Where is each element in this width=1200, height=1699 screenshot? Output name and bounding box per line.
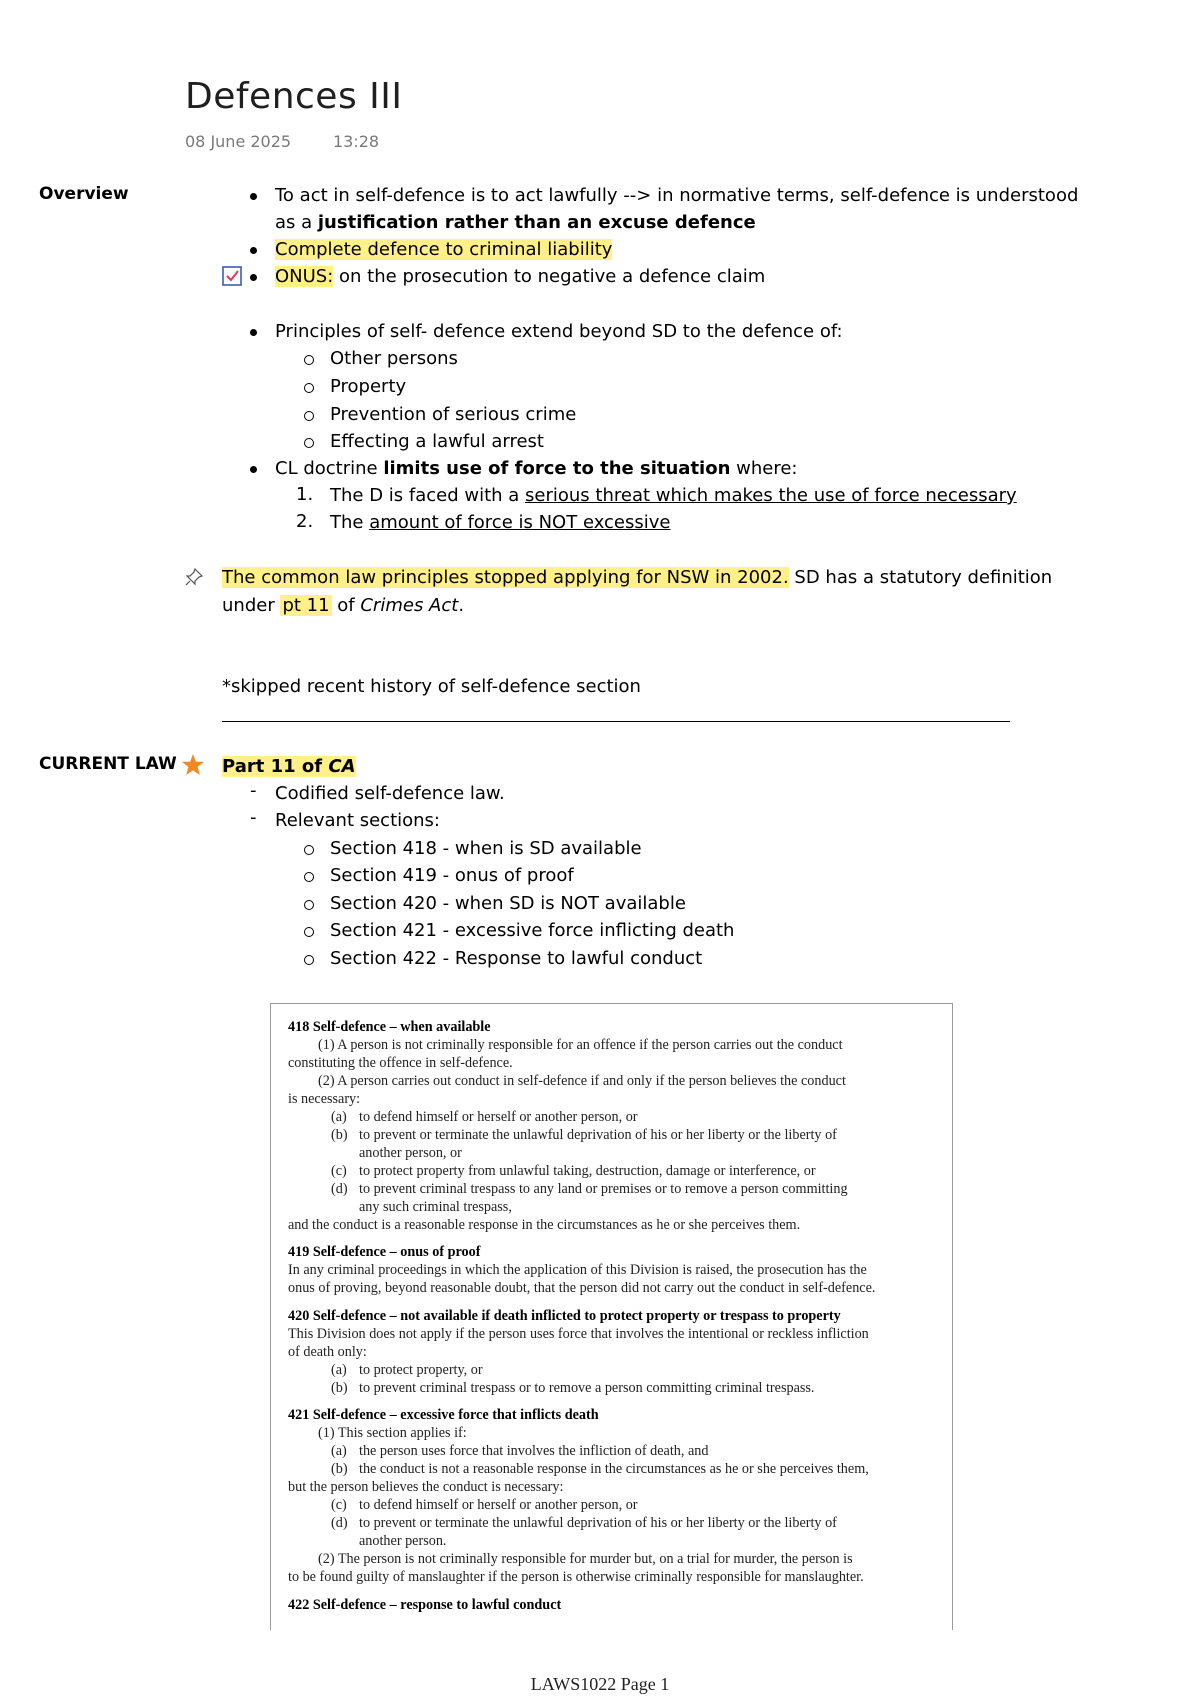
skipped-note: *skipped recent history of self-defence section	[222, 676, 641, 697]
statute-label: (b)	[331, 1127, 348, 1143]
sub-item: Other persons	[330, 348, 458, 369]
bullet-dot	[250, 466, 257, 473]
text-segment: Part 11 of	[222, 756, 329, 777]
section-item: Section 418 - when is SD available	[330, 838, 642, 859]
dash-marker: -	[250, 807, 257, 828]
statute-line: (2) The person is not criminally responsible for murder but, on a trial for murder, the person is	[318, 1551, 853, 1567]
divider	[222, 721, 1010, 722]
overview-bullet-1-cont	[275, 209, 756, 236]
italic-text: CA	[328, 756, 356, 777]
statute-line: the person uses force that involves the infliction of death, and	[359, 1443, 709, 1459]
onus-text: ONUS:	[275, 266, 334, 287]
statute-line: is necessary:	[288, 1091, 361, 1107]
statute-label: (a)	[331, 1362, 347, 1378]
bullet-dot	[250, 247, 257, 254]
sub-bullet-ring	[304, 438, 314, 448]
overview-bullet-5	[275, 455, 797, 482]
page-time: 13:28	[333, 132, 380, 151]
text-segment: under	[222, 595, 281, 616]
italic-text: Crimes Act	[360, 595, 459, 616]
list-number: 1.	[296, 484, 314, 505]
overview-bullet-4: Principles of self- defence extend beyond SD to the defence of:	[275, 321, 843, 342]
highlight-text: The common law principles stopped applying for NSW in 2002.	[222, 567, 789, 588]
statute-line: any such criminal trespass,	[359, 1199, 512, 1215]
statute-heading: 421 Self-defence – excessive force that inflicts death	[288, 1407, 599, 1423]
statute-label: (a)	[331, 1443, 347, 1459]
text-segment: as a	[275, 212, 318, 233]
bullet-dot	[250, 193, 257, 200]
text-segment: on the prosecution to negative a defence claim	[333, 266, 766, 287]
text-segment: where:	[730, 458, 798, 479]
sub-item: Effecting a lawful arrest	[330, 431, 544, 452]
checkbox-icon[interactable]	[222, 266, 242, 286]
statute-line: to be found guilty of manslaughter if the person is otherwise criminally responsible for manslaughter.	[288, 1569, 864, 1585]
statute-line: In any criminal proceedings in which the application of this Division is raised, the prosecution has the	[288, 1262, 867, 1278]
text-segment: CL doctrine	[275, 458, 384, 479]
sub-bullet-ring	[304, 927, 314, 937]
numbered-item-2	[330, 509, 671, 536]
cl-note-cont	[222, 592, 464, 619]
limits-text: limits use of force to the situation	[383, 458, 731, 479]
statute-label: (b)	[331, 1461, 348, 1477]
overview-label: Overview	[39, 184, 129, 204]
current-law-label: CURRENT LAW	[39, 754, 177, 774]
section-item: Section 422 - Response to lawful conduct	[330, 948, 703, 969]
dash-item-2: Relevant sections:	[275, 810, 440, 831]
statute-line: to defend himself or herself or another person, or	[359, 1497, 638, 1513]
overview-bullet-2	[275, 236, 612, 263]
page-date: 08 June 2025	[185, 132, 292, 151]
statute-line: to prevent criminal trespass or to remove a person committing criminal trespass.	[359, 1380, 815, 1396]
statute-line: onus of proving, beyond reasonable doubt, that the person did not carry out the conduct in self-defence.	[288, 1280, 876, 1296]
statute-line: to prevent or terminate the unlawful deprivation of his or her liberty or the liberty of	[359, 1127, 837, 1143]
overview-bullet-3	[275, 263, 765, 290]
statute-heading: 420 Self-defence – not available if death inflicted to protect property or trespass to property	[288, 1308, 841, 1324]
text-segment: of	[331, 595, 361, 616]
star-icon	[181, 753, 205, 777]
statute-line: (1) This section applies if:	[318, 1425, 467, 1441]
statute-heading: 422 Self-defence – response to lawful conduct	[288, 1597, 562, 1613]
text-segment: .	[458, 595, 465, 616]
statute-line: another person, or	[359, 1145, 462, 1161]
statute-label: (a)	[331, 1109, 347, 1125]
statute-line: to prevent or terminate the unlawful deprivation of his or her liberty or the liberty of	[359, 1515, 837, 1531]
cl-note	[222, 564, 1052, 591]
complete-defence-text: Complete defence to criminal liability	[275, 239, 613, 260]
statute-excerpt	[270, 1003, 953, 1630]
statute-line: but the person believes the conduct is necessary:	[288, 1479, 564, 1495]
statute-label: (d)	[331, 1181, 348, 1197]
underlined-text: serious threat which makes the use of force necessary	[525, 485, 1017, 506]
text-segment: The	[330, 512, 370, 533]
statute-line: (2) A person carries out conduct in self-defence if and only if the person believes the conduct	[318, 1073, 846, 1089]
sub-bullet-ring	[304, 845, 314, 855]
sub-bullet-ring	[304, 355, 314, 365]
page-title: Defences III	[185, 76, 403, 117]
section-item: Section 419 - onus of proof	[330, 865, 574, 886]
dash-marker: -	[250, 780, 257, 801]
overview-bullet-1: To act in self-defence is to act lawfully --> in normative terms, self-defence is understood	[275, 185, 1079, 206]
statute-heading: 418 Self-defence – when available	[288, 1019, 491, 1035]
list-number: 2.	[296, 511, 314, 532]
statute-line: This Division does not apply if the person uses force that involves the intentional or reckless infliction	[288, 1326, 869, 1342]
statute-line: (1) A person is not criminally responsible for an offence if the person carries out the conduct	[318, 1037, 843, 1053]
pin-icon	[184, 567, 204, 587]
section-item: Section 420 - when SD is NOT available	[330, 893, 686, 914]
sub-item: Property	[330, 376, 407, 397]
page-footer: LAWS1022 Page 1	[530, 1674, 670, 1694]
statute-line: to prevent criminal trespass to any land or premises or to remove a person committing	[359, 1181, 848, 1197]
sub-bullet-ring	[304, 955, 314, 965]
statute-line: to protect property, or	[359, 1362, 483, 1378]
highlight-text	[222, 756, 356, 777]
statute-line: constituting the offence in self-defence.	[288, 1055, 513, 1071]
sub-item: Prevention of serious crime	[330, 404, 577, 425]
statute-label: (c)	[331, 1163, 347, 1179]
sub-bullet-ring	[304, 383, 314, 393]
bullet-dot	[250, 274, 257, 281]
justification-text: justification rather than an excuse defence	[317, 212, 756, 233]
statute-line: another person.	[359, 1533, 447, 1549]
dash-item-1: Codified self-defence law.	[275, 783, 505, 804]
highlight-text: pt 11	[282, 595, 330, 616]
statute-line: the conduct is not a reasonable response in the circumstances as he or she perceives them,	[359, 1461, 869, 1477]
text-segment: The D is faced with a	[330, 485, 526, 506]
statute-line: and the conduct is a reasonable response in the circumstances as he or she perceives them.	[288, 1217, 801, 1233]
statute-label: (d)	[331, 1515, 348, 1531]
statute-line: to protect property from unlawful taking, destruction, damage or interference, or	[359, 1163, 816, 1179]
statute-heading: 419 Self-defence – onus of proof	[288, 1244, 481, 1260]
underlined-text: amount of force is NOT excessive	[369, 512, 671, 533]
part-11-heading	[222, 753, 356, 780]
statute-label: (c)	[331, 1497, 347, 1513]
sub-bullet-ring	[304, 411, 314, 421]
text-segment: SD has a statutory definition	[788, 567, 1053, 588]
statute-label: (b)	[331, 1380, 348, 1396]
numbered-item-1	[330, 482, 1017, 509]
sub-bullet-ring	[304, 900, 314, 910]
bullet-dot	[250, 329, 257, 336]
statute-line: to defend himself or herself or another person, or	[359, 1109, 638, 1125]
sub-bullet-ring	[304, 872, 314, 882]
section-item: Section 421 - excessive force inflicting death	[330, 920, 735, 941]
statute-line: of death only:	[288, 1344, 367, 1360]
